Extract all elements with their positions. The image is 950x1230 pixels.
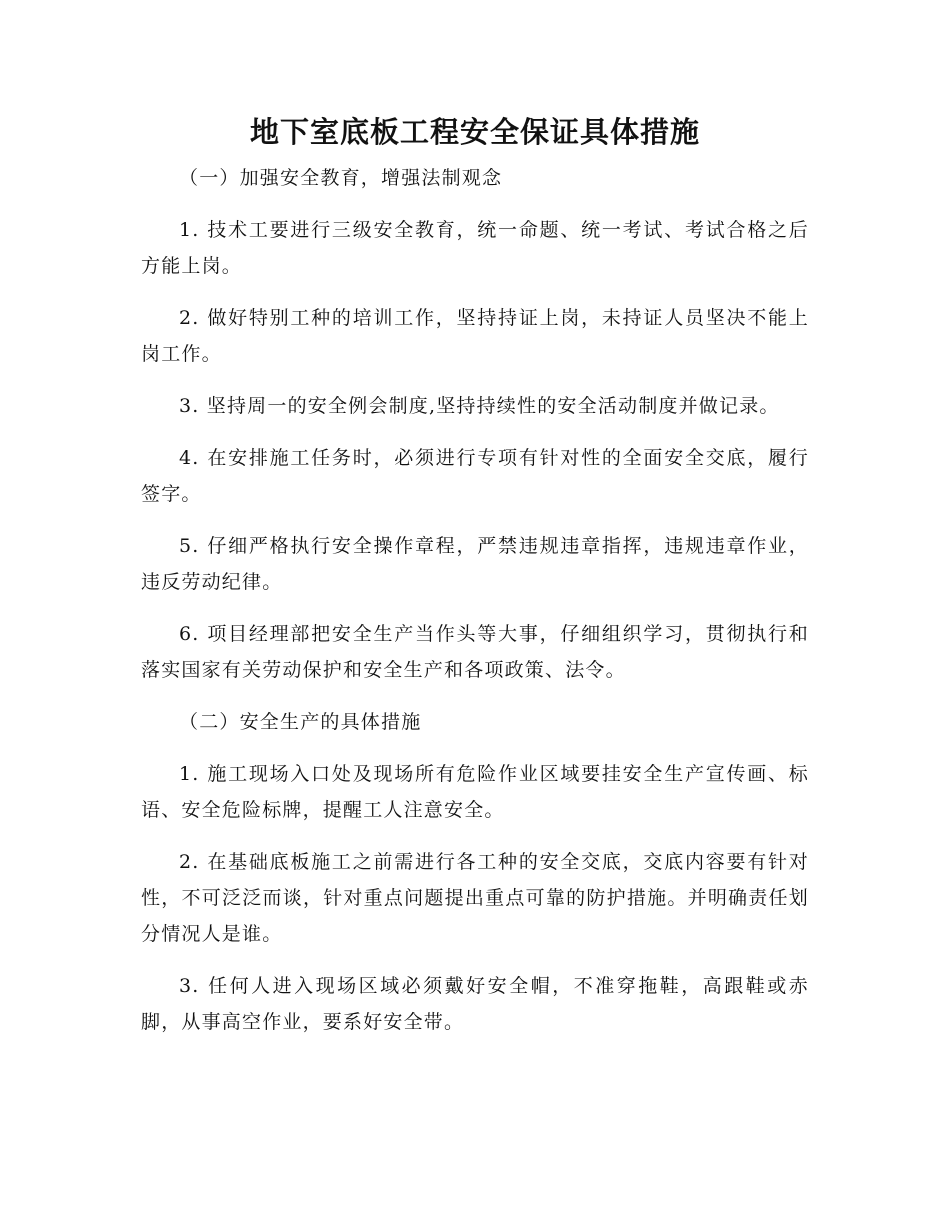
section-1-item-3: 3. 坚持周一的安全例会制度,坚持持续性的安全活动制度并做记录。 [179,395,780,417]
section-1-item-5: 5. 仔细严格执行安全操作章程，严禁违规违章指挥，违规违章作业，违反劳动纪律。 [141,535,809,593]
document-body [141,110,809,1056]
section-1-item-1: 1. 技术工要进行三级安全教育，统一命题、统一考试、考试合格之后方能上岗。 [141,219,809,277]
section-1-item-4: 4. 在安排施工任务时，必须进行专项有针对性的全面安全交底，履行签字。 [141,447,809,505]
section-1-heading: （一）加强安全教育，增强法制观念 [179,167,503,189]
document-title: 地下室底板工程安全保证具体措施 [249,115,700,149]
section-2-item-1: 1. 施工现场入口处及现场所有危险作业区域要挂安全生产宣传画、标语、安全危险标牌，提醒工人注意安全。 [141,763,809,821]
section-2-heading: （二）安全生产的具体措施 [179,711,422,733]
section-1-item-2: 2. 做好特别工种的培训工作，坚持持证上岗，未持证人员坚决不能上岗工作。 [141,307,809,365]
section-2-item-2: 2. 在基础底板施工之前需进行各工种的安全交底，交底内容要有针对性，不可泛泛而谈，针对重点问题提出重点可靠的防护措施。并明确责任划分情况人是谁。 [141,851,809,945]
section-1-item-6: 6. 项目经理部把安全生产当作头等大事，仔细组织学习，贯彻执行和落实国家有关劳动保护和安全生产和各项政策、法令。 [141,623,809,681]
section-2-item-3: 3. 任何人进入现场区域必须戴好安全帽，不准穿拖鞋，高跟鞋或赤脚，从事高空作业，要系好安全带。 [141,975,809,1033]
